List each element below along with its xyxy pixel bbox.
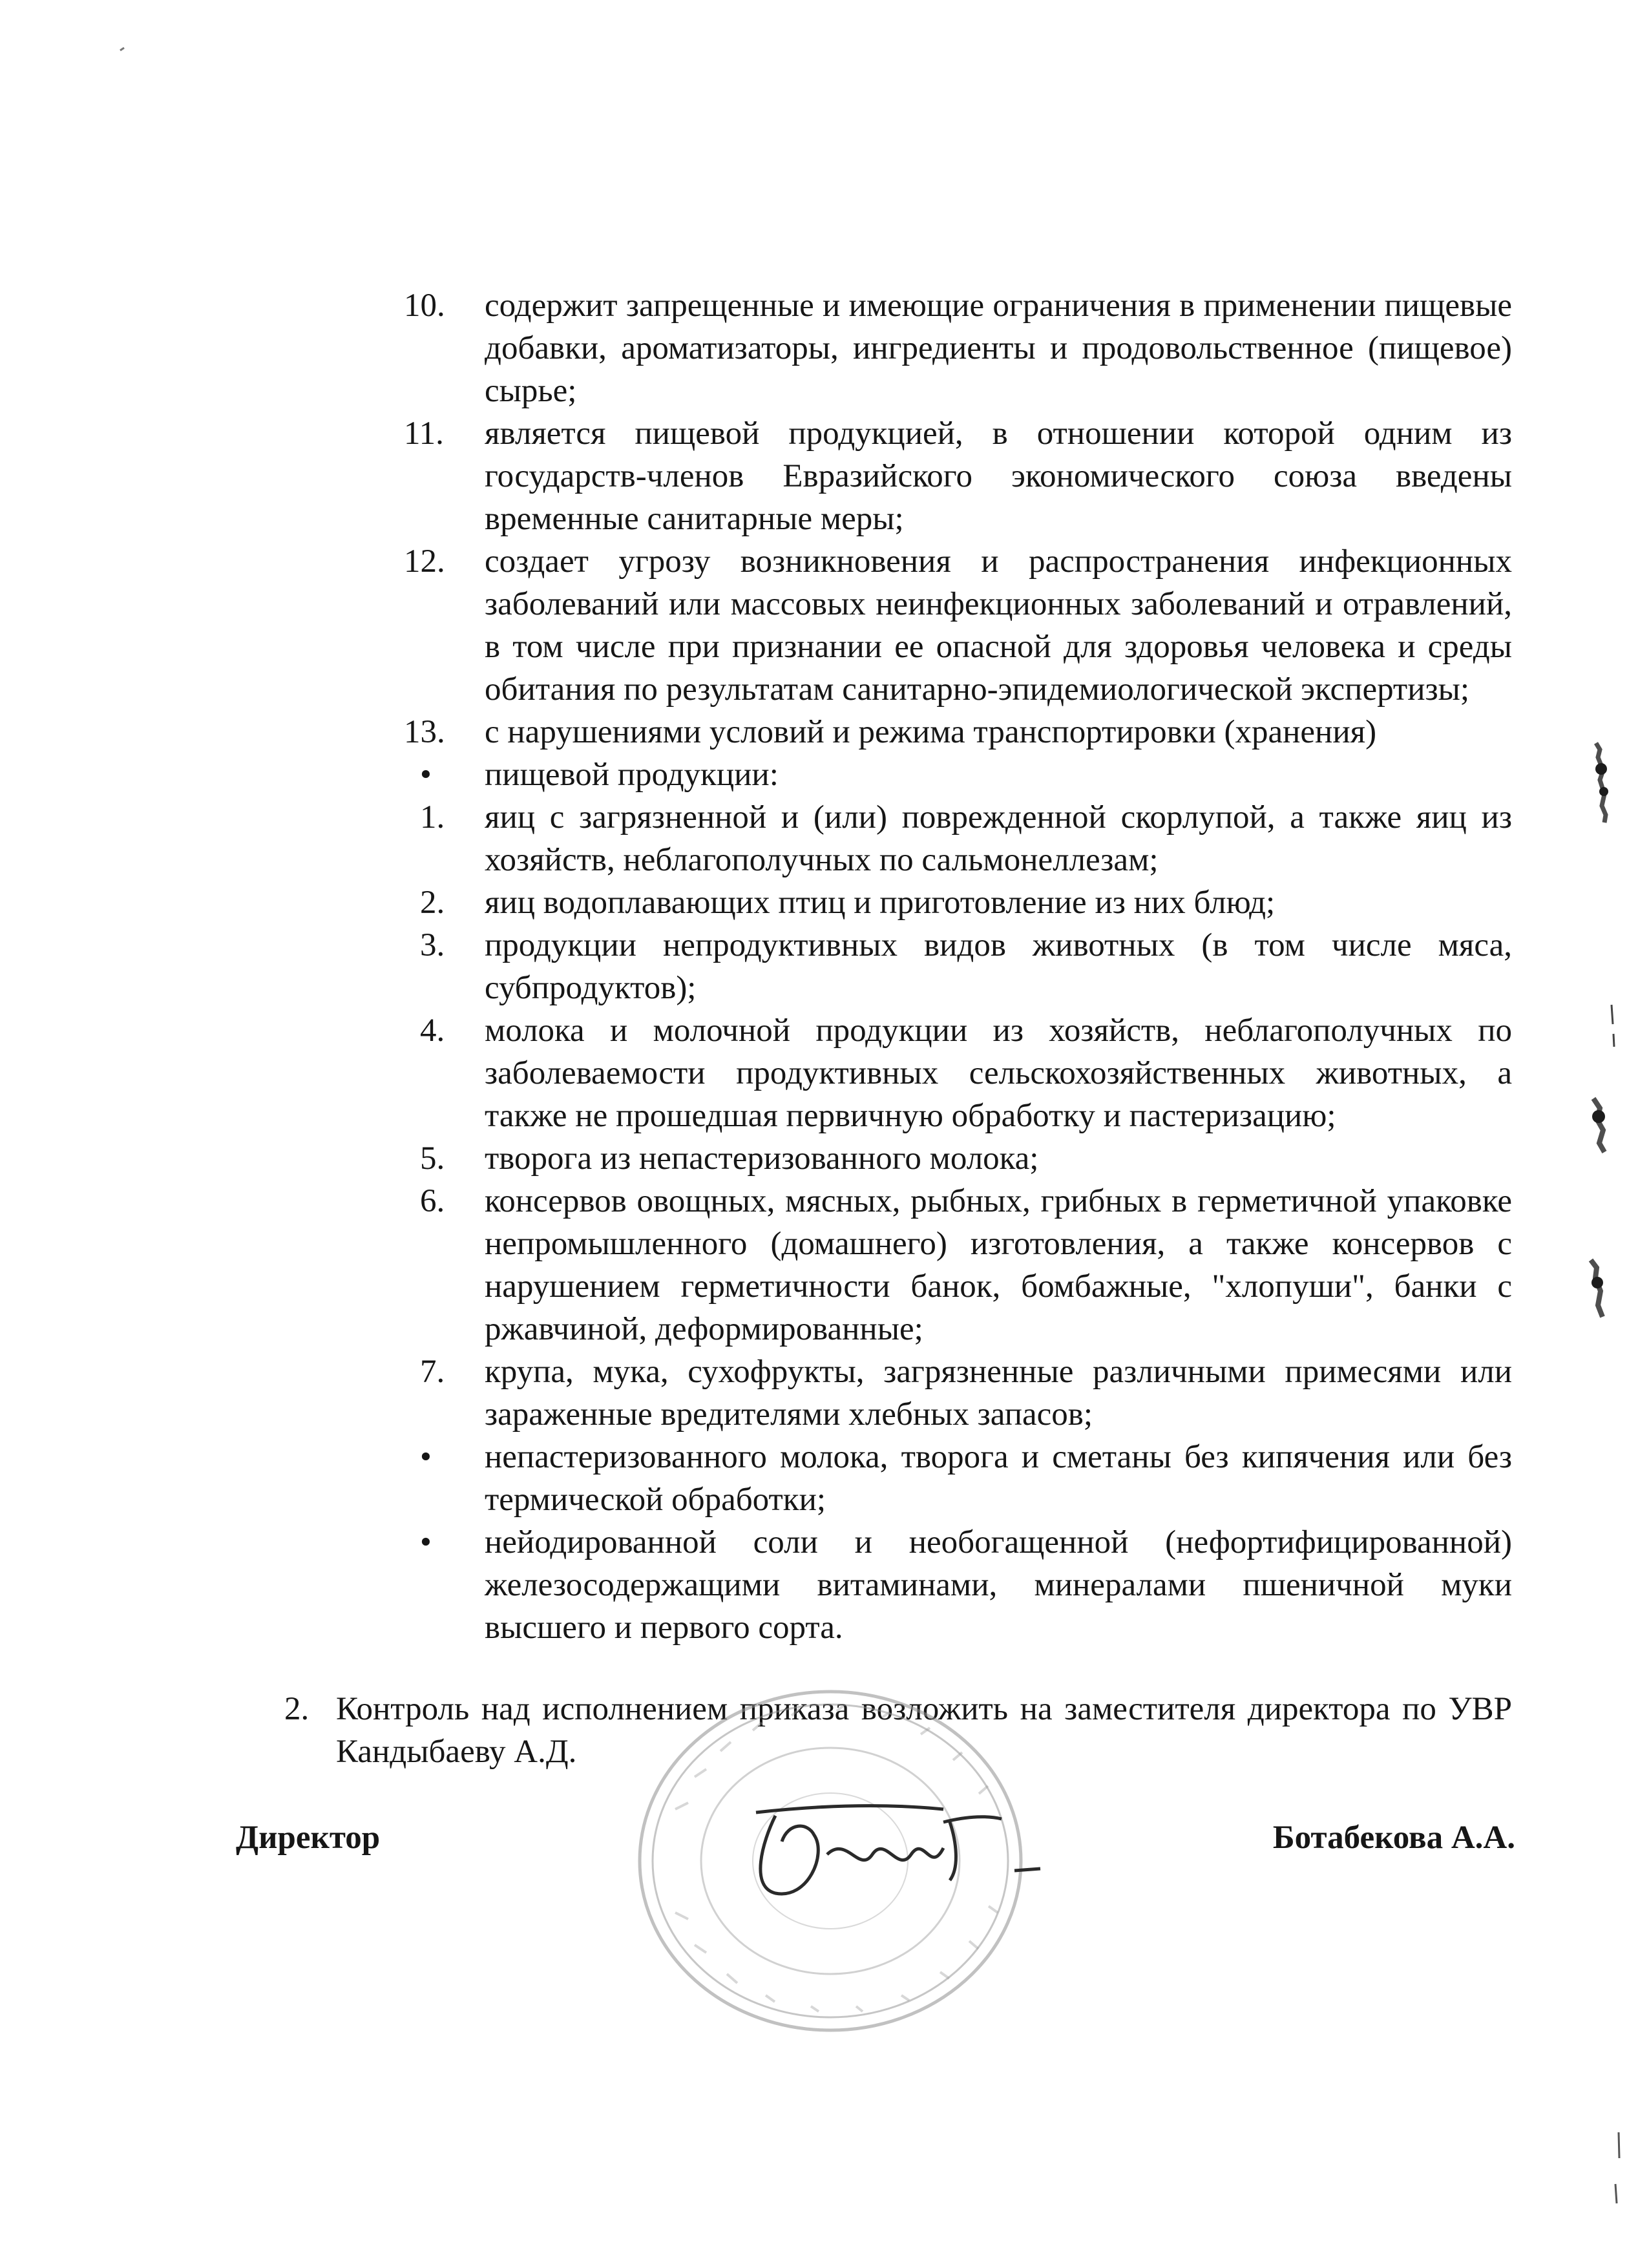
bullet: • (420, 1439, 432, 1475)
list-text: яиц водоплавающих птиц и приготовление из них блюд; (485, 885, 1276, 921)
list-text: творога из непастеризованного молока; (485, 1140, 1039, 1177)
list-number: 10. (404, 288, 445, 324)
prohibited-list (404, 284, 1512, 1649)
list-number: 11. (404, 415, 444, 452)
list-text: непастеризованного молока, творога и сметаны без кипячения или без термической обработки; (485, 1439, 1512, 1518)
list-text: консервов овощных, мясных, рыбных, грибных в герметичной упаковке непромышленного (домашнего) изготовления, а также консервов с нарушением герметичности банок, бомбажные, "хлопуши", банки с ржавчиной, деформированные; (485, 1183, 1512, 1347)
point-text: Контроль над исполнением приказа возложить на заместителя директора по УВР Кандыбаеву А.Д. (336, 1691, 1512, 1770)
point-number: 2. (284, 1691, 310, 1727)
list-number: 13. (404, 714, 445, 750)
list-text: продукции непродуктивных видов животных (в том числе мяса, субпродуктов); (485, 927, 1512, 1006)
list-number: 1. (420, 799, 445, 835)
list-number: 5. (420, 1140, 445, 1177)
list-item (404, 711, 1512, 753)
list-item (404, 412, 1512, 540)
list-item (420, 881, 1512, 924)
signature-row (236, 1819, 1515, 1877)
list-text: нейодированной соли и необогащенной (нефортифицированной) железосодержащими витаминами, минералами пшеничной муки высшего и первого сорта. (485, 1524, 1512, 1646)
list-text: молока и молочной продукции из хозяйств, неблагополучных по заболеваемости продуктивных сельскохозяйственных животных, а также не прошедшая первичную обработку и пастеризацию; (485, 1013, 1512, 1134)
list-text: содержит запрещенные и имеющие ограничения в применении пищевые добавки, ароматизаторы, ингредиенты и продовольственное (пищевое) сырье; (485, 288, 1512, 409)
signatory-name: Ботабекова А.А. (1272, 1820, 1515, 1856)
signatory-position: Директор (236, 1820, 381, 1856)
list-text: является пищевой продукцией, в отношении которой одним из государств-членов Евразийского экономического союза введены временные санитарные меры; (485, 415, 1512, 537)
list-item (420, 1180, 1512, 1350)
list-item (404, 540, 1512, 711)
bullet: • (420, 757, 432, 793)
list-item (420, 1521, 1512, 1649)
list-text: пищевой продукции: (485, 757, 779, 793)
list-text: яиц с загрязненной и (или) поврежденной скорлупой, а также яиц из хозяйств, неблагополучных по сальмонеллезам; (485, 799, 1512, 878)
list-item (420, 924, 1512, 1009)
list-number: 4. (420, 1013, 445, 1049)
list-item (420, 753, 1512, 796)
list-number: 2. (420, 885, 445, 921)
list-number: 12. (404, 543, 445, 580)
list-number: 3. (420, 927, 445, 963)
list-item (420, 1436, 1512, 1521)
bullet: • (420, 1524, 432, 1560)
list-item (404, 284, 1512, 412)
list-number: 6. (420, 1183, 445, 1219)
list-item (420, 1009, 1512, 1137)
list-text: создает угрозу возникновения и распространения инфекционных заболеваний или массовых неинфекционных заболеваний и отравлений, в том числе при признании ее опасной для здоровья человека и среды обитания по результатам санитарно-эпидемиологической экспертизы; (485, 543, 1512, 708)
list-number: 7. (420, 1354, 445, 1390)
list-item (420, 1350, 1512, 1436)
list-text: крупа, мука, сухофрукты, загрязненные различными примесями или зараженные вредителями хлебных запасов; (485, 1354, 1512, 1433)
list-item (420, 1137, 1512, 1180)
list-item (420, 796, 1512, 881)
list-text: с нарушениями условий и режима транспортировки (хранения) (485, 714, 1377, 750)
